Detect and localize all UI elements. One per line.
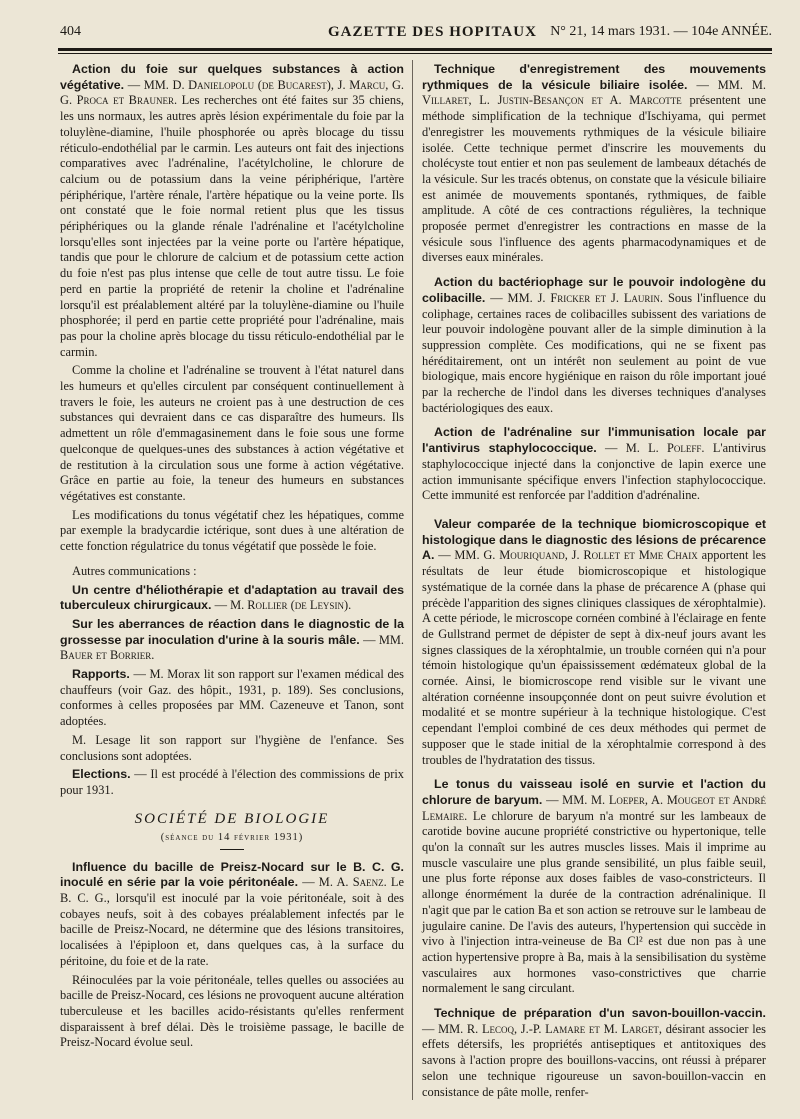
article-heading: Technique de préparation d'un savon-bouillon-vaccin.: [434, 1006, 766, 1021]
article-text: — Il est procédé à l'élection des commissions de prix pour 1931.: [60, 767, 404, 797]
article-heliotherapy: [60, 583, 404, 614]
article-authors: — M. Rollier (de Leysin).: [214, 598, 352, 613]
article-adrenaline: [422, 425, 766, 504]
section-subtitle: (séance du 14 février 1931): [160, 831, 304, 843]
article-text: désirant associer les effets détersifs, les propriétés antiseptiques et antitoxiques des savons à l'action propre des bouillons-vaccins, ont réussi à préparer selon une technique rigoureuse un savon-bouillon-vaccin en consistance de pâte molle, renfer-: [422, 1021, 766, 1099]
article-heading: Valeur comparée de la technique biomicroscopique et histologique dans le diagnostic des lésions de précarence A.: [422, 516, 766, 563]
article-authors: — MM. J. Fricker et J. Laurin.: [490, 290, 664, 305]
article-heading: Rapports.: [72, 667, 130, 682]
article-heading: Un centre d'héliothérapie et d'adaptation au travail des tuberculeux chirurgicaux.: [60, 582, 404, 613]
article-heading: Action de l'adrénaline sur l'immunisation locale par l'antivirus staphylococcique.: [422, 425, 766, 456]
article-heading: Sur les aberrances de réaction dans le diagnostic de la grossesse par inoculation d'urine à la souris mâle.: [60, 616, 404, 647]
article-paragraph: Réinoculées par la voie péritonéale, telles quelles ou associées au bacille de Preisz-Nocard, ces lésions ne provoquent aucune altération tuberculeuse et les bacilles acido-résistants qu'elles renferment disparaissent à bref délai. Dès le troisième passage, le bacille de Preisz-Nocard évolue seul.: [60, 972, 404, 1050]
article-authors: — MM. M. Loeper, A. Mougeot et André Lemaire.: [422, 792, 766, 823]
article-text: Les recherches ont été faites sur 35 chiens, les uns normaux, les autres après lésion expérimentale du foie par la toluylène-diamine, l'huile phosphorée ou après blocage du tissu réticulo-endothélial par le carmin. Les auteurs ont fait des injections comparatives avec l'adrénaline, l'acétylcholine, le chlorure de calcium ou de potassium dans la veine périphérique, l'artère périphérique, l'artère rénale, l'artère hépatique ou la veine porte. Ils ont constaté que le foie normal retient plus que les tissus périphériques ou la glande rénale l'adrénaline et l'acétylcholine lorsqu'elles sont injectées par la veine porte ou l'artère hépatique, tandis que pour le chlorure de calcium et de potassium cette action du foie n'est pas plus intense que celle de tout autre tissu. Le foie perd en partie la propriété de retenir la choline et l'adrénaline lorsqu'il est préalablement altéré par la toluylène-diamine ou l'huile phosphorée; il perd en partie cette propriété pour l'adrénaline, mais pas pour la choline après blocage du tissu réticulo-endothélial par le carmin.: [60, 93, 404, 359]
header-rule: [58, 48, 772, 51]
issue-info: N° 21, 14 mars 1931. — 104e ANNÉE.: [550, 24, 772, 39]
article-heading: Elections.: [72, 767, 131, 782]
article-bacteriophage: [422, 275, 766, 416]
article-text: Le B. C. G., lorsqu'il est inoculé par la voie péritonéale, soit à des cobayes neufs, soit à des cobayes préalablement infectés par le bacille de Preisz-Nocard, ne détermine que des lésions transitoires, localisées à l'épiploon et, dans quelques cas, à la surface du péritoine, du foie et de la rate.: [60, 875, 404, 968]
article-text: — M. Morax lit son rapport sur l'examen médical des chauffeurs (voir Gaz. des hôpit., 1931, p. 189). Ses conclusions, conformes à celles proposées par MM. Cazeneuve et Tanon, sont adoptées.: [60, 667, 404, 729]
journal-title: GAZETTE DES HOPITAUX: [328, 24, 537, 40]
article-text: L'antivirus staphylococcique injecté dans la conjonctive de lapin exerce une action immunisante spécifique envers l'infection staphylococcique. Cette immunité est renforcée par l'addition d'adrénaline.: [422, 441, 766, 503]
page-header: [60, 22, 772, 44]
article-text: présentent une méthode simplification de la technique d'Ischiyama, qui permet d'enregistrer les mouvements rythmiques de la vésicule biliaire isolée. Cette technique permet d'inscrire les mouvements du cholécyste tout entier et non pas seulement de lambeaux détachés de la vésicule. Sur les tracés obtenus, on constate que la vésicule biliaire est animée de mouvements spontanés, rythmiques, de faible amplitude. A côté de ces contractions régulières, la technique proposée permet d'enregistrer les contractions en masse de la vésicule sous l'influence des agents pharmacodynamiques et de diverses eaux minérales.: [422, 93, 766, 265]
article-heading: Action du foie sur quelques substances à action végétative.: [60, 62, 404, 92]
article-paragraph: M. Lesage lit son rapport sur l'hygiène de l'enfance. Ses conclusions sont adoptées.: [60, 732, 404, 763]
article-heading: Influence du bacille de Preisz-Nocard sur le B. C. G. inoculé en série par la voie péritonéale.: [60, 859, 404, 890]
article-heading: Le tonus du vaisseau isolé en survie et l'action du chlorure de baryum.: [422, 777, 766, 807]
article-biomicroscopy: [422, 517, 766, 768]
right-column: [422, 62, 766, 1103]
left-column: [60, 62, 404, 1054]
column-divider: [412, 60, 413, 1100]
article-reports: [60, 667, 404, 730]
section-divider: [220, 849, 244, 850]
article-heading: Action du bactériophage sur le pouvoir indologène du colibacille.: [422, 275, 766, 305]
article-authors: — MM. D. Danielopolu (de Bucarest), J. Marcu, G. G. Proca et Brauner.: [60, 77, 404, 108]
article-text: Le chlorure de baryum n'a montré sur les lambeaux de carotide bovine aucune propriété constrictive ou hypertonique, telle qu'on la connaît sur les autres muscles lisses. Mais il imprime au muscle vasculaire une plus grande sensibilité, un plus faible seuil, une plus forte réponse aux doses faibles de vaso-constricteurs. Il allonge énormément la durée de la contraction adrénalinique. Il n'agit que par le cation Ba et son action se retrouve sur le lambeau de jugulaire canine. De l'avis des auteurs, l'hypertension qui succède in vivo à l'injection intra-veineuse de Ba Cl² est due non pas à une action hypertensive propre à Ba, mais à la sensibilisation du système vasculaires aux hormones vaso-constrictives que charrie normalement le sang circulant.: [422, 808, 766, 996]
article-paragraph: Comme la choline et l'adrénaline se trouvent à l'état naturel dans les humeurs et qu'elles circulent par conséquent continuellement à travers le foie, les auteurs ne croient pas à une destruction de ces substances qui devraient dans ce cas disparaître des humeurs. Ils admettent un rôle d'emmagasinement dans le foie sous une forme quelconque de quelques-unes des substances à action végétative et de restitution à la circulation sous une forme à action végétative. Grâce en partie au foie, la teneur des humeurs en substances végétatives est constante.: [60, 363, 404, 503]
article-soap-vaccine: [422, 1006, 766, 1100]
article-liver: [60, 62, 404, 360]
article-text: apportent les résultats de leur étude biomicroscopique et histologique systématique de la cornée dans la phase de précarence A (phase qui précède l'apparition des signes cliniques classiques de xérophtalmie). A cette période, le microscope cornéen combiné à l'éclairage en fente de Gullstrand permet de dépister de sept à dix-neuf jours avant les signes classiques de la xérophtalmie, un trouble cornéen qui n'a pour témoin histologique qu'un épaississement œdémateux global de la cornée. Ainsi, le biomicroscope rend visible sur le vivant une altération cornéenne insoupçonnée dont on peut suivre évolution et modalité et se montre supérieur à la technique histologique. C'est cependant l'emploi combiné de ces deux méthodes qui permet de supposer que le stade initial de la xérophtalmie correspond à des troubles de l'hydratation des tissus.: [422, 548, 766, 767]
section-title: SOCIÉTÉ DE BIOLOGIE: [134, 810, 330, 827]
article-gallbladder: [422, 62, 766, 266]
article-bcg: [60, 860, 404, 970]
article-paragraph: Les modifications du tonus végétatif chez les hépatiques, comme par exemple la bradycardie ictérique, sont dues à une altération de cette fonction régulatrice du tonus végétatif que possède le foie.: [60, 507, 404, 554]
article-authors: — MM. R. Lecoq, J.-P. Lamare et M. Larget,: [422, 1021, 663, 1036]
article-authors: — M. L. Poleff.: [605, 441, 705, 456]
article-authors: — MM. Bauer et Borrier.: [60, 632, 404, 663]
header-rule-thin: [58, 53, 772, 54]
article-authors: — MM. G. Mouriquand, J. Rollet et Mme Chaix: [438, 548, 698, 563]
article-elections: [60, 767, 404, 798]
article-barium: [422, 777, 766, 997]
article-authors: — M. A. Saenz.: [302, 875, 387, 890]
article-text: Sous l'influence du coliphage, certaines races de colibacilles subissent des variations de leur pouvoir indologène pouvant aller de la simple diminution à la suppression complète. Ces modifications, qui ne se fixent pas héréditairement, ont un intérêt non seulement au point de vue biologique, mais encore hygiénique en raison du rôle important joué par la recherche de l'indol dans les diverses techniques d'analyses bactériologiques des eaux.: [422, 290, 766, 415]
article-authors: — MM. M. Villaret, L. Justin-Besançon et A. Marcotte: [422, 77, 766, 108]
article-heading: Technique d'enregistrement des mouvements rythmiques de la vésicule biliaire isolée.: [422, 62, 766, 92]
page-number: 404: [60, 24, 81, 39]
article-pregnancy-diagnosis: [60, 617, 404, 664]
other-communications-label: Autres communications :: [72, 563, 197, 578]
